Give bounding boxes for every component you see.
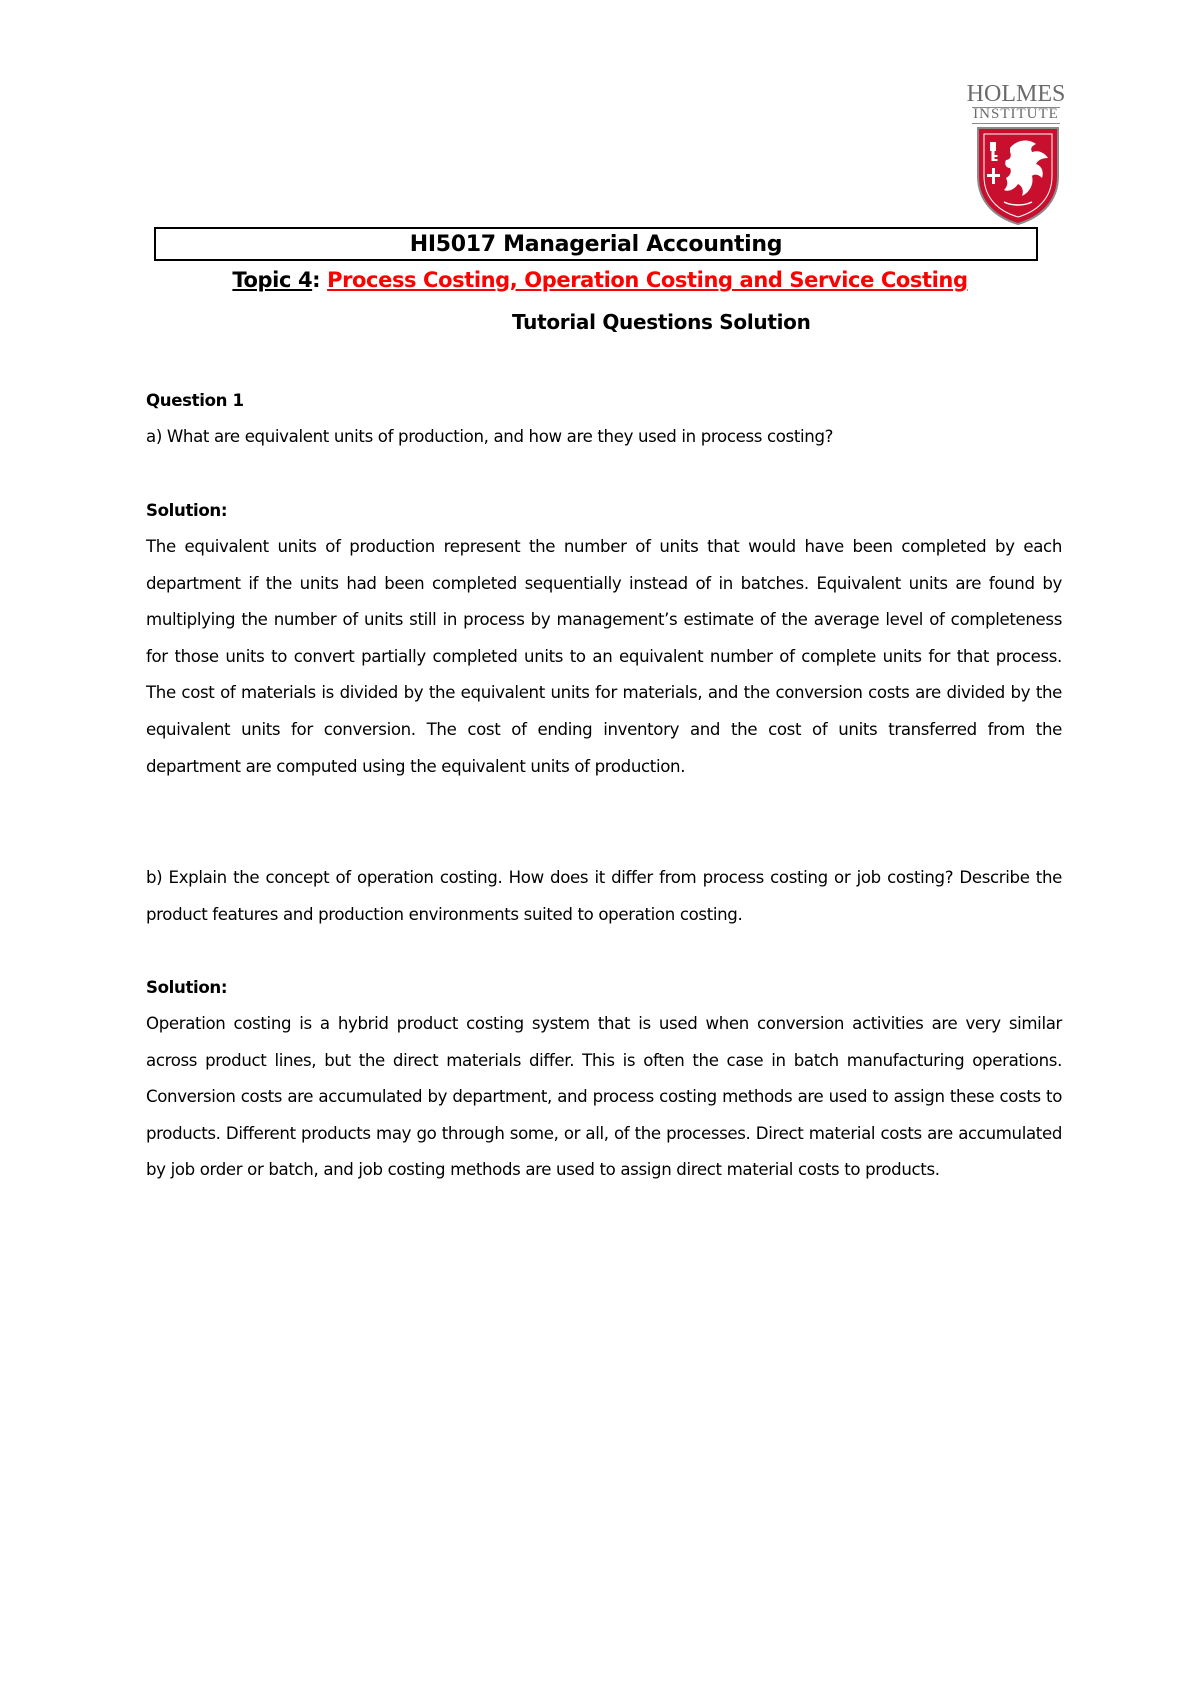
question-heading: Question 1 (146, 391, 244, 410)
course-title-box (154, 227, 1038, 261)
griffin-shield-icon (974, 126, 1062, 226)
question-part-b-text: b) Explain the concept of operation costing. How does it differ from process costing or job costing? Describe the product features and production environments suited to operation costing. (146, 868, 1062, 924)
question-part-b (146, 860, 1062, 933)
topic-separator: : (312, 268, 328, 292)
solution-b (146, 1006, 1062, 1189)
solution-a (146, 529, 1062, 785)
logo-divider (972, 123, 1060, 124)
solution-a-heading: Solution: (146, 501, 228, 520)
course-title: HI5017 Managerial Accounting (409, 231, 783, 257)
question-part-a (146, 419, 1062, 456)
holmes-institute-logo (966, 82, 1066, 226)
logo-wordmark-holmes: HOLMES (966, 81, 1066, 107)
question-part-a-text: a) What are equivalent units of production, and how are they used in process costing? (146, 427, 834, 446)
page-subtitle: Tutorial Questions Solution (512, 310, 811, 334)
topic-title: Process Costing, Operation Costing and Service Costing (327, 268, 968, 292)
topic-line (0, 268, 1200, 292)
logo-wordmark-institute: INSTITUTE (973, 106, 1059, 122)
solution-b-text: Operation costing is a hybrid product costing system that is used when conversion activities are very similar across product lines, but the direct materials differ. This is often the case in batch manufacturing operations. Conversion costs are accumulated by department, and process costing methods are used to assign these costs to products. Different products may go through some, or all, of the processes. Direct material costs are accumulated by job order or batch, and job costing methods are used to assign direct material costs to products. (146, 1014, 1062, 1180)
solution-a-text: The equivalent units of production represent the number of units that would have been completed by each department if the units had been completed sequentially instead of in batches. Equivalent units are found by multiplying the number of units still in process by management’s estimate of the average level of completeness for those units to convert partially completed units to an equivalent number of complete units for that process. The cost of materials is divided by the equivalent units for materials, and the conversion costs are divided by the equivalent units for conversion. The cost of ending inventory and the cost of units transferred from the department are computed using the equivalent units of production. (146, 537, 1062, 776)
topic-label: Topic 4 (232, 268, 313, 292)
solution-b-heading: Solution: (146, 978, 228, 997)
